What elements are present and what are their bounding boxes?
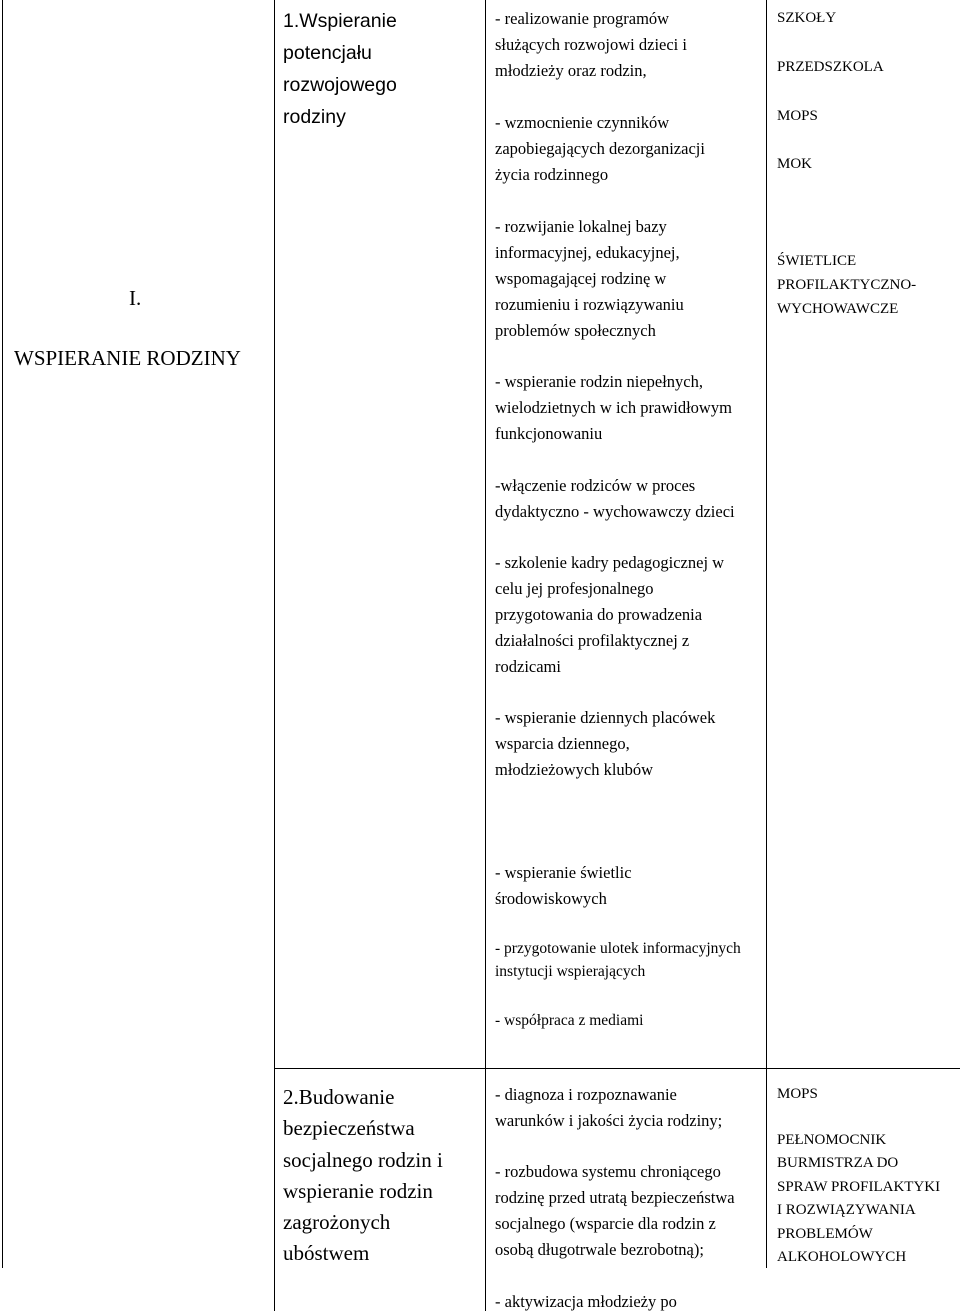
task-line: - wspieranie rodzin niepełnych, <box>495 372 704 391</box>
task-line: - współpraca z mediami <box>495 1012 644 1029</box>
task-line: - rozwijanie lokalnej bazy <box>495 217 667 236</box>
institution-label: MOPS <box>777 1086 818 1102</box>
task-line: zapobiegających dezorganizacji <box>495 139 705 158</box>
task-line: wielodzietnych w ich prawidłowym <box>495 398 732 417</box>
task-line: wsparcia dziennego, <box>495 734 630 753</box>
goal-line: socjalnego rodzin i <box>283 1148 443 1172</box>
task-line: osobą długotrwale bezrobotną); <box>495 1240 704 1259</box>
task-line: - przygotowanie ulotek informacyjnych <box>495 940 741 957</box>
institution-label: SPRAW PROFILAKTYKI <box>777 1179 941 1195</box>
institution-label: PRZEDSZKOLA <box>777 59 884 75</box>
table-border-col2 <box>485 0 486 1268</box>
goal-line: wspieranie rodzin <box>283 1179 433 1203</box>
table-border-col3 <box>766 0 767 1268</box>
table-border-col2-row2 <box>485 1268 486 1311</box>
row-divider <box>274 1068 960 1069</box>
task-line: przygotowania do prowadzenia <box>495 605 703 624</box>
goal-line: 2.Budowanie <box>283 1085 395 1109</box>
task-line: - wspieranie świetlic <box>495 863 632 882</box>
task-line: życia rodzinnego <box>495 165 609 184</box>
table-border-left <box>2 0 3 1268</box>
task-line: socjalnego (wsparcie dla rodzin z <box>495 1214 716 1233</box>
institution-label: PEŁNOMOCNIK <box>777 1132 887 1148</box>
task-line: młodzieży oraz rodzin, <box>495 61 647 80</box>
institution-label: WYCHOWAWCZE <box>777 301 899 317</box>
task-line: wspomagającej rodzinę w <box>495 269 667 288</box>
task-line: celu jej profesjonalnego <box>495 579 654 598</box>
task-line: - aktywizacja młodzieży po <box>495 1292 677 1311</box>
task-line: rodzinę przed utratą bezpieczeństwa <box>495 1188 735 1207</box>
goal-line: zagrożonych <box>283 1210 391 1234</box>
goal-line: ubóstwem <box>283 1241 370 1265</box>
task-line: problemów społecznych <box>495 321 656 340</box>
table-border-col1 <box>274 0 275 1268</box>
goal-line: 1.Wspieranie <box>283 10 397 32</box>
task-line: warunków i jakości życia rodziny; <box>495 1111 723 1130</box>
goal-line: bezpieczeństwa <box>283 1116 415 1140</box>
task-line: - szkolenie kadry pedagogicznej w <box>495 553 725 572</box>
task-line: funkcjonowaniu <box>495 424 603 443</box>
task-line: - diagnoza i rozpoznawanie <box>495 1085 677 1104</box>
task-line: - realizowanie programów <box>495 9 670 28</box>
task-line: młodzieżowych klubów <box>495 760 654 779</box>
institution-label: PROBLEMÓW <box>777 1226 873 1242</box>
goal-line: potencjału <box>283 42 372 64</box>
institution-label: PROFILAKTYCZNO- <box>777 277 917 293</box>
task-line: instytucji wspierających <box>495 963 646 980</box>
task-line: informacyjnej, edukacyjnej, <box>495 243 680 262</box>
task-line: rozumieniu i rozwiązywaniu <box>495 295 684 314</box>
goal-line: rozwojowego <box>283 74 397 96</box>
task-line: działalności profilaktycznej z <box>495 631 690 650</box>
task-line: - wzmocnienie czynników <box>495 113 670 132</box>
institution-label: SZKOŁY <box>777 10 837 26</box>
institution-label: I ROZWIĄZYWANIA <box>777 1202 916 1218</box>
institution-label: MOK <box>777 156 813 172</box>
task-line: rodzicami <box>495 657 561 676</box>
task-line: - wspieranie dziennych placówek <box>495 708 716 727</box>
institution-label: ŚWIETLICE <box>777 253 857 269</box>
institution-label: BURMISTRZA DO <box>777 1155 899 1171</box>
section-number: I. <box>129 286 142 310</box>
table-border-col1-row2 <box>274 1268 275 1311</box>
task-line: -włączenie rodziców w proces <box>495 476 696 495</box>
task-line: środowiskowych <box>495 889 607 908</box>
goal-line: rodziny <box>283 106 346 128</box>
task-line: służących rozwojowi dzieci i <box>495 35 687 54</box>
section-title: WSPIERANIE RODZINY <box>14 346 241 370</box>
institution-label: MOPS <box>777 108 818 124</box>
task-line: - rozbudowa systemu chroniącego <box>495 1162 721 1181</box>
task-line: dydaktyczno - wychowawczy dzieci <box>495 502 735 521</box>
institution-label: ALKOHOLOWYCH <box>777 1249 907 1265</box>
